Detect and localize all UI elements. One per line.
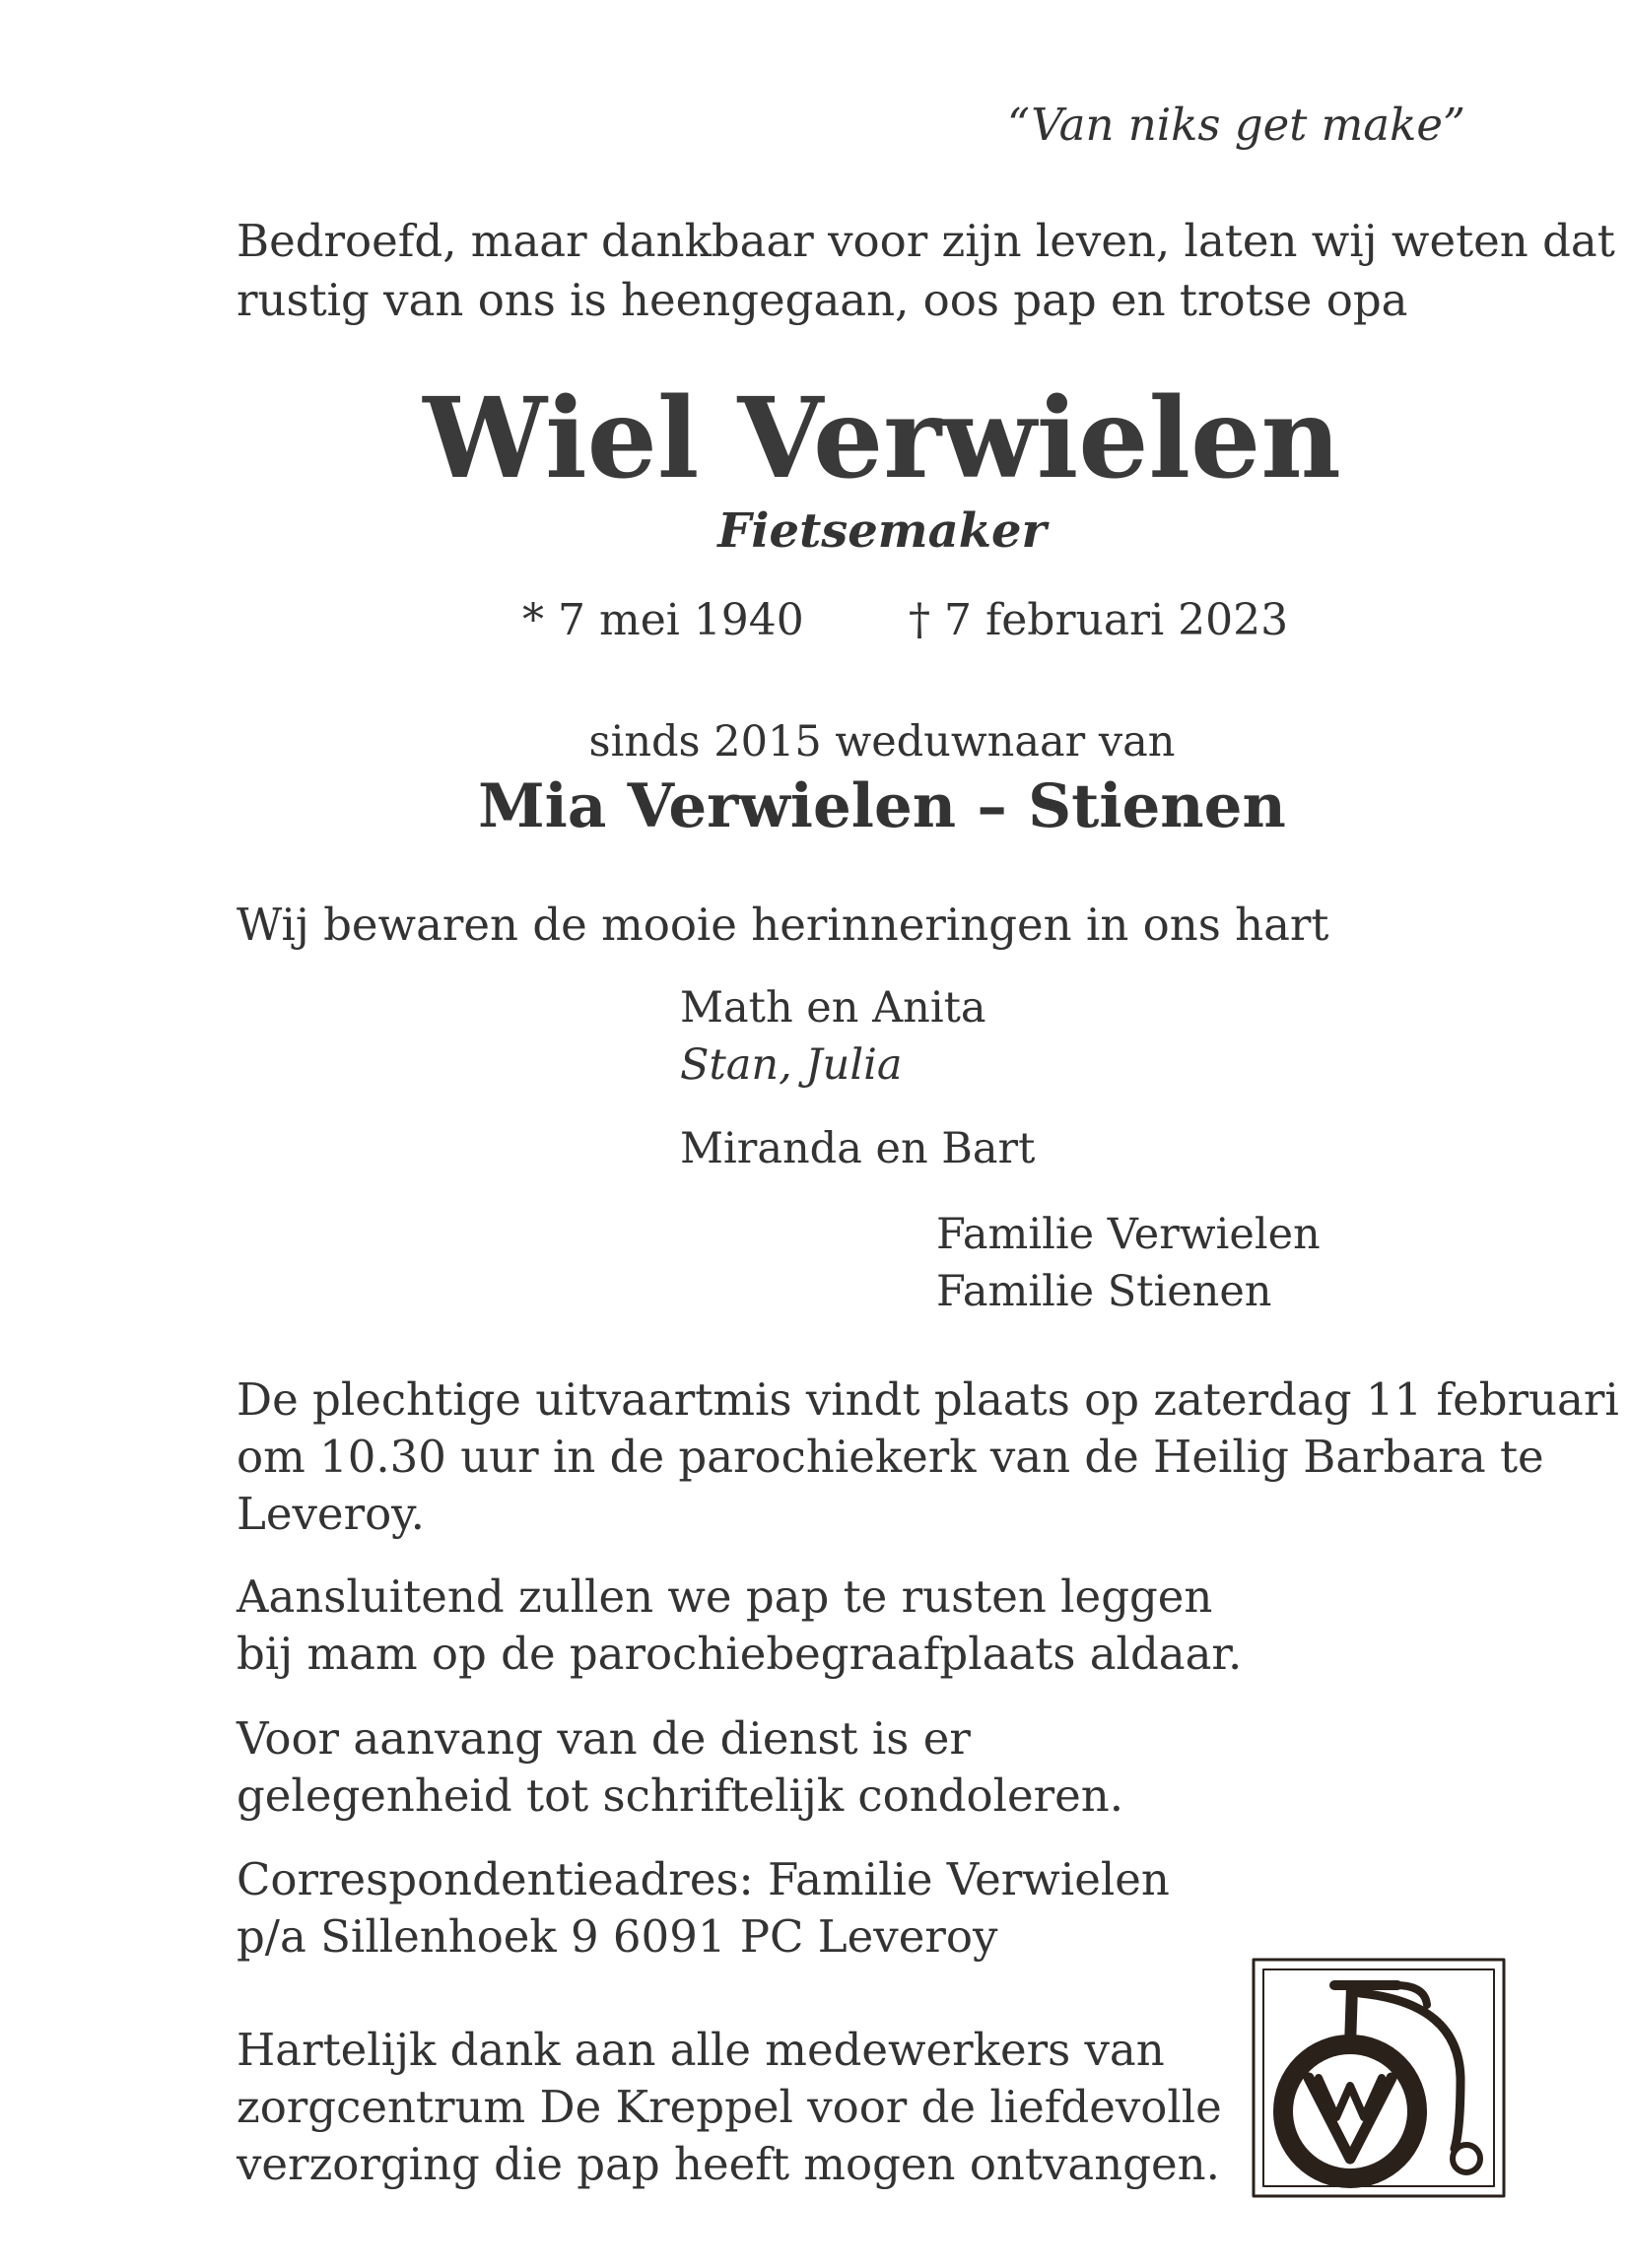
family-child-2: Miranda en Bart xyxy=(680,1124,1036,1173)
family-grandchildren-1: Stan, Julia xyxy=(680,1040,903,1090)
death-date: † 7 februari 2023 xyxy=(909,595,1289,645)
service-line-1: De plechtige uitvaartmis vindt plaats op zaterdag 11 februari xyxy=(237,1373,1619,1426)
service-line-3: Leveroy. xyxy=(237,1488,425,1540)
thanks-line-3: verzorging die pap heeft mogen ontvangen. xyxy=(237,2138,1220,2190)
address-line-2: p/a Sillenhoek 9 6091 PC Leveroy xyxy=(237,1910,998,1963)
deceased-name: Wiel Verwielen xyxy=(423,374,1341,503)
family-extended-1: Familie Verwielen xyxy=(936,1210,1321,1259)
thanks-line-2: zorgcentrum De Kreppel voor de liefdevolle xyxy=(237,2081,1222,2133)
deceased-occupation: Fietsemaker xyxy=(717,503,1047,559)
spouse-name: Mia Verwielen – Stienen xyxy=(478,771,1286,841)
birth-date: * 7 mei 1940 xyxy=(522,595,804,645)
family-child-1: Math en Anita xyxy=(680,983,986,1033)
address-line-1: Correspondentieadres: Familie Verwielen xyxy=(237,1853,1170,1905)
memories-text: Wij bewaren de mooie herinneringen in ons hart xyxy=(237,899,1329,951)
service-line-2: om 10.30 uur in de parochiekerk van de Heilig Barbara te xyxy=(237,1431,1544,1483)
condolence-line-2: gelegenheid tot schriftelijk condoleren. xyxy=(237,1769,1124,1822)
burial-line-1: Aansluitend zullen we pap te rusten leggen xyxy=(237,1570,1213,1623)
intro-line-1: Bedroefd, maar dankbaar voor zijn leven, laten wij weten dat xyxy=(237,215,1615,267)
condolence-line-1: Voor aanvang van de dienst is er xyxy=(237,1712,971,1765)
intro-line-2: rustig van ons is heengegaan, oos pap en trotse opa xyxy=(237,274,1408,326)
burial-line-2: bij mam op de parochiebegraafplaats aldaar. xyxy=(237,1628,1243,1680)
thanks-line-1: Hartelijk dank aan alle medewerkers van xyxy=(237,2024,1165,2076)
family-extended-2: Familie Stienen xyxy=(936,1267,1272,1316)
motto: “Van niks get make” xyxy=(1007,99,1466,151)
spouse-intro: sinds 2015 weduwnaar van xyxy=(588,717,1176,767)
penny-farthing-vw-logo-icon xyxy=(1250,1956,1508,2200)
